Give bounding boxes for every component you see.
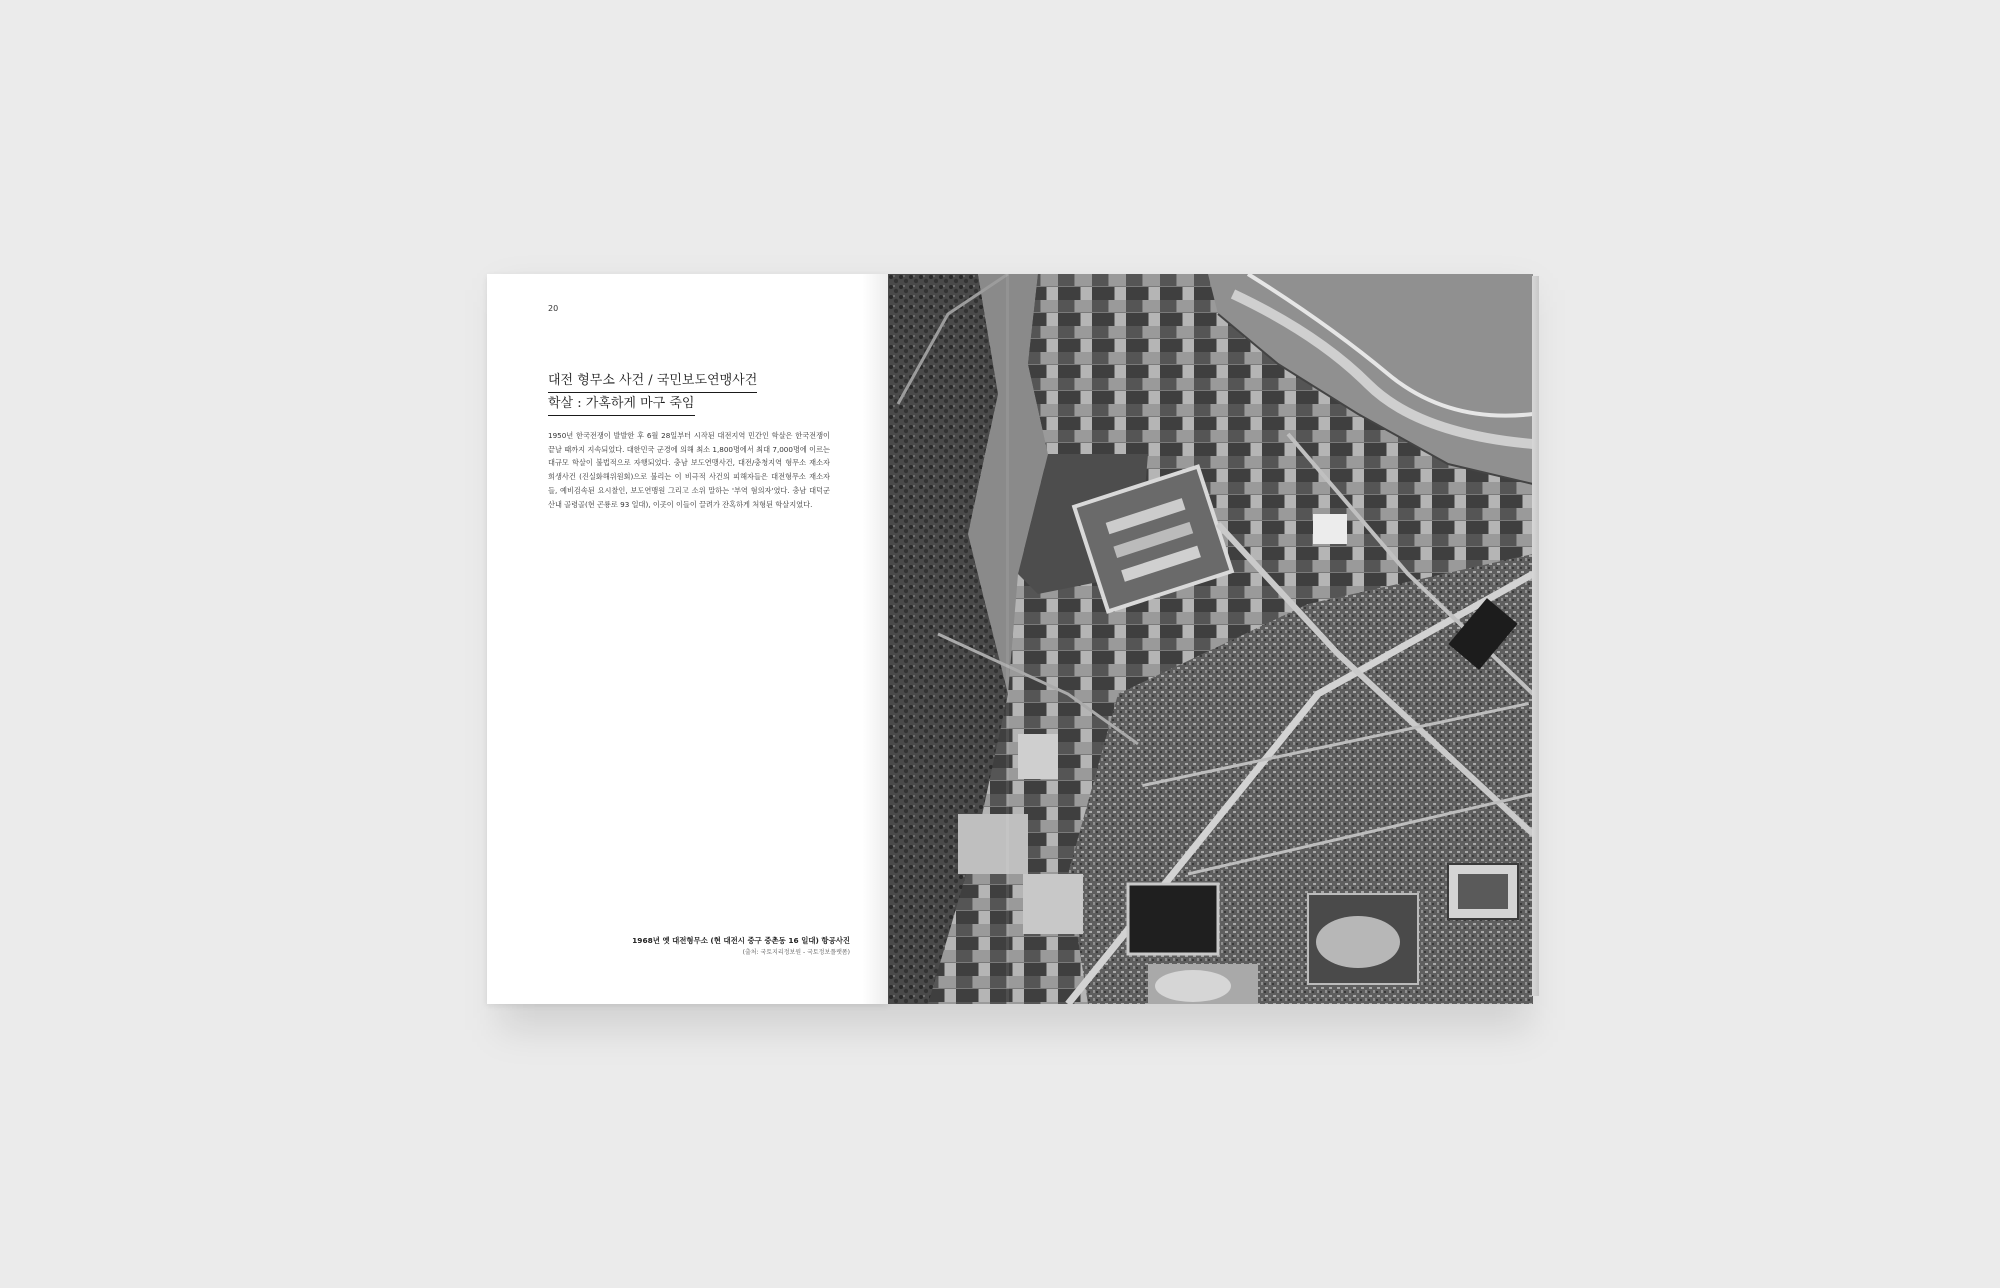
page-number: 20 xyxy=(548,304,559,313)
body-paragraph: 1950년 한국전쟁이 발발한 후 6월 28일부터 시작된 대전지역 민간인 학살은 한국전쟁이 끝날 때까지 지속되었다. 대한민국 군경에 의해 최소 1,800명에서 최대 7,000명에 이르는 대규모 학살이 불법적으로 자행되었다. 충남 보도연맹사건, 대전/충청지역 형무소 재소자 희생사건 (진실화해위원회)으로 불리는 이 비극적 사건의 피해자들은 대전형무소 재소자들, 예비검속된 요시찰인, 보도연맹원 그리고 소위 말하는 '부역 혐의자'였다. 충남 대덕군 산내 골령골(현 곤룡로 93 일대), 이곳이 이들이 끌려가 잔혹하게 처형된 학살지였다. xyxy=(548,431,830,509)
left-page xyxy=(487,274,888,1004)
caption-source: (출처: 국토지리정보원 - 국토정보플랫폼) xyxy=(742,949,850,956)
title-line-2: 학살 : 가혹하게 마구 죽임 xyxy=(548,393,695,416)
caption-title: 1968년 옛 대전형무소 (현 대전시 중구 중촌동 16 일대) 항공사진 xyxy=(632,936,850,945)
page-title xyxy=(548,370,757,416)
photo-caption xyxy=(632,934,850,958)
book-spread xyxy=(487,274,1537,1004)
page-edge xyxy=(1532,276,1539,996)
aerial-photo-image xyxy=(888,274,1533,1004)
title-line-1: 대전 형무소 사건 / 국민보도연맹사건 xyxy=(548,370,757,393)
